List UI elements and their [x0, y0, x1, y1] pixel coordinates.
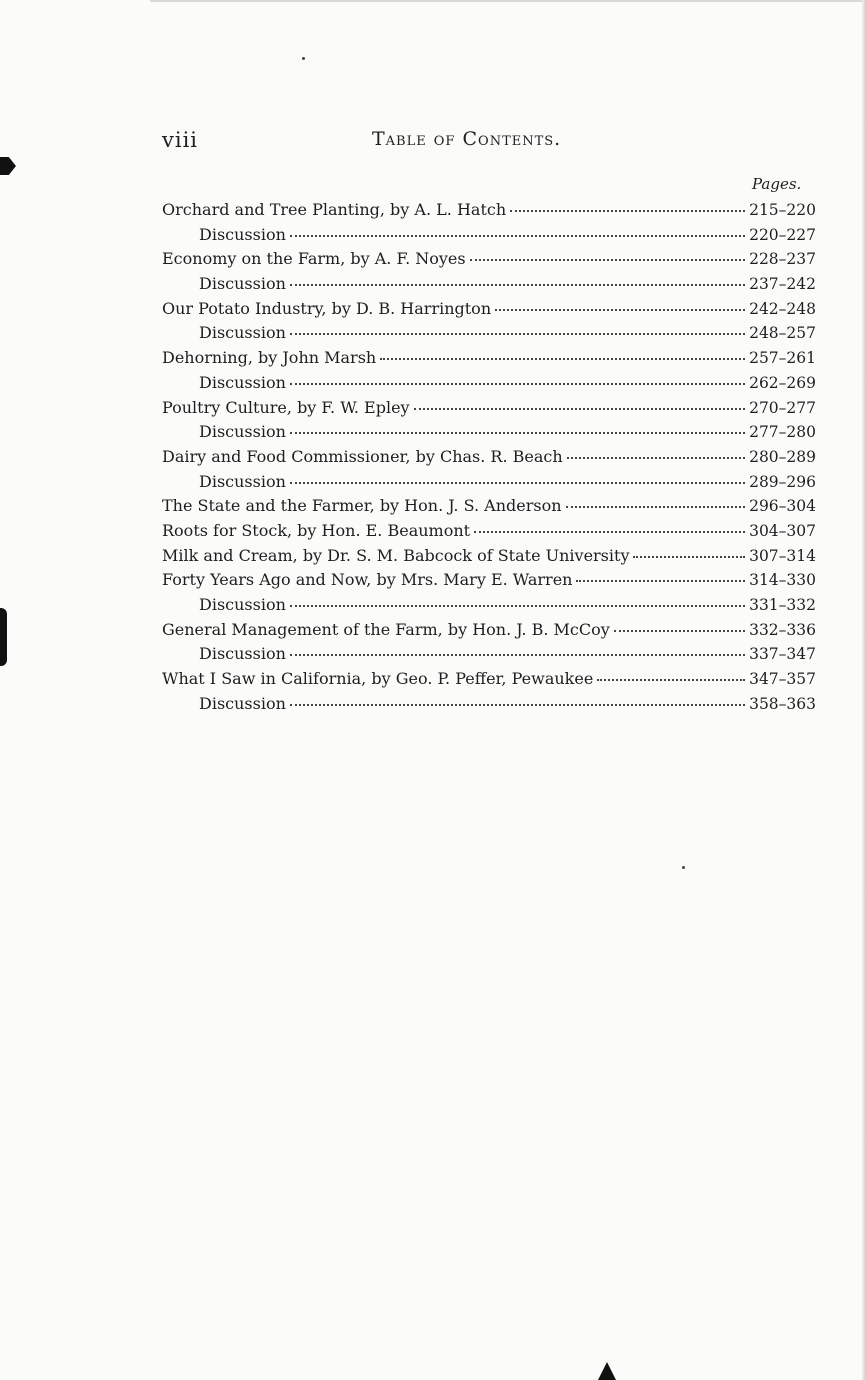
running-title: Table of Contents.: [372, 128, 562, 150]
dot-leader: [290, 284, 745, 286]
toc-entry-pages: 289–296: [749, 472, 816, 491]
toc-entry-pages: 277–280: [749, 423, 816, 442]
table-of-contents: [162, 200, 816, 718]
toc-subentry: [162, 274, 816, 299]
binding-mark: [598, 1362, 616, 1380]
dot-leader: [414, 408, 746, 410]
dot-leader: [470, 259, 745, 261]
dot-leader: [290, 605, 745, 607]
dot-leader: [614, 630, 745, 632]
toc-entry-title: Discussion: [199, 422, 286, 442]
toc-entry-title: Discussion: [199, 644, 286, 664]
toc-entry-pages: 280–289: [749, 447, 816, 466]
toc-entry-title: Forty Years Ago and Now, by Mrs. Mary E. Warren: [162, 570, 573, 590]
pages-column-label: Pages.: [752, 175, 802, 193]
toc-entry: [162, 496, 816, 521]
toc-entry-pages: 257–261: [749, 349, 816, 368]
toc-entry-pages: 332–336: [749, 620, 816, 639]
toc-entry-title: Dairy and Food Commissioner, by Chas. R. Beach: [162, 446, 563, 466]
toc-subentry: [162, 373, 816, 398]
page-number: viii: [162, 128, 199, 152]
dot-leader: [380, 358, 745, 360]
toc-entry-title: Dehorning, by John Marsh: [162, 348, 377, 368]
ink-speck: [302, 57, 305, 60]
toc-entry-title: Discussion: [199, 323, 286, 343]
dot-leader: [576, 580, 745, 582]
toc-entry-title: Roots for Stock, by Hon. E. Beaumont: [162, 520, 471, 540]
toc-subentry: [162, 644, 816, 669]
toc-entry-title: Discussion: [199, 595, 286, 614]
binding-mark: [0, 608, 7, 666]
dot-leader: [510, 210, 745, 212]
toc-entry-pages: 307–314: [749, 546, 816, 565]
toc-entry-pages: 304–307: [749, 521, 816, 540]
dot-leader: [290, 432, 745, 434]
toc-subentry: [162, 694, 816, 719]
binding-mark: [0, 157, 16, 175]
toc-entry-title: Discussion: [199, 372, 286, 392]
toc-subentry: [162, 595, 816, 620]
dot-leader: [290, 654, 745, 656]
toc-entry-pages: 215–220: [749, 201, 816, 219]
toc-entry: [162, 348, 816, 373]
toc-entry-title: Discussion: [199, 274, 286, 294]
toc-entry-title: Discussion: [199, 693, 286, 713]
dot-leader: [495, 309, 745, 311]
toc-entry-pages: 347–357: [749, 670, 816, 689]
toc-entry: [162, 546, 816, 571]
toc-entry-pages: 220–227: [749, 225, 816, 244]
toc-entry: [162, 521, 816, 546]
dot-leader: [290, 482, 745, 484]
toc-entry-title: Orchard and Tree Planting, by A. L. Hatch: [162, 200, 507, 219]
dot-leader: [566, 506, 746, 508]
dot-leader: [597, 679, 745, 681]
toc-entry: [162, 447, 816, 472]
page-edge: [150, 0, 866, 2]
page-header: [162, 128, 812, 158]
dot-leader: [290, 235, 745, 237]
toc-entry: [162, 398, 816, 423]
dot-leader: [290, 383, 745, 385]
toc-entry-pages: 242–248: [749, 299, 816, 318]
toc-entry-pages: 248–257: [749, 324, 816, 343]
toc-entry: [162, 249, 816, 274]
page-edge-shadow: [862, 0, 866, 1380]
dot-leader: [290, 704, 745, 706]
toc-entry-pages: 296–304: [749, 497, 816, 516]
toc-entry-title: Economy on the Farm, by A. F. Noyes: [162, 249, 466, 269]
toc-entry: [162, 620, 816, 645]
toc-entry-pages: 337–347: [749, 645, 816, 664]
toc-entry-pages: 237–242: [749, 275, 816, 294]
toc-entry: [162, 299, 816, 324]
dot-leader: [290, 333, 745, 335]
toc-entry-title: Discussion: [199, 224, 286, 244]
ink-speck: [682, 866, 685, 869]
toc-subentry: [162, 472, 816, 497]
toc-entry-title: Milk and Cream, by Dr. S. M. Babcock of State University: [162, 545, 630, 565]
toc-entry: [162, 570, 816, 595]
toc-entry-pages: 314–330: [749, 571, 816, 590]
toc-entry-pages: 262–269: [749, 373, 816, 392]
toc-entry-title: What I Saw in California, by Geo. P. Peffer, Pewaukee: [162, 669, 594, 689]
toc-entry-title: General Management of the Farm, by Hon. J. B. McCoy: [162, 619, 610, 639]
dot-leader: [633, 556, 745, 558]
toc-entry-title: The State and the Farmer, by Hon. J. S. Anderson: [162, 496, 562, 516]
toc-entry: [162, 200, 816, 225]
toc-subentry: [162, 323, 816, 348]
toc-entry-title: Poultry Culture, by F. W. Epley: [162, 397, 410, 417]
dot-leader: [474, 531, 745, 533]
toc-subentry: [162, 422, 816, 447]
toc-entry-pages: 331–332: [749, 596, 816, 614]
toc-entry-pages: 358–363: [749, 694, 816, 713]
toc-entry-pages: 270–277: [749, 398, 816, 417]
toc-entry-title: Our Potato Industry, by D. B. Harrington: [162, 298, 492, 318]
toc-entry: [162, 669, 816, 694]
dot-leader: [567, 457, 745, 459]
toc-subentry: [162, 225, 816, 250]
toc-entry-pages: 228–237: [749, 250, 816, 269]
toc-entry-title: Discussion: [199, 471, 286, 491]
